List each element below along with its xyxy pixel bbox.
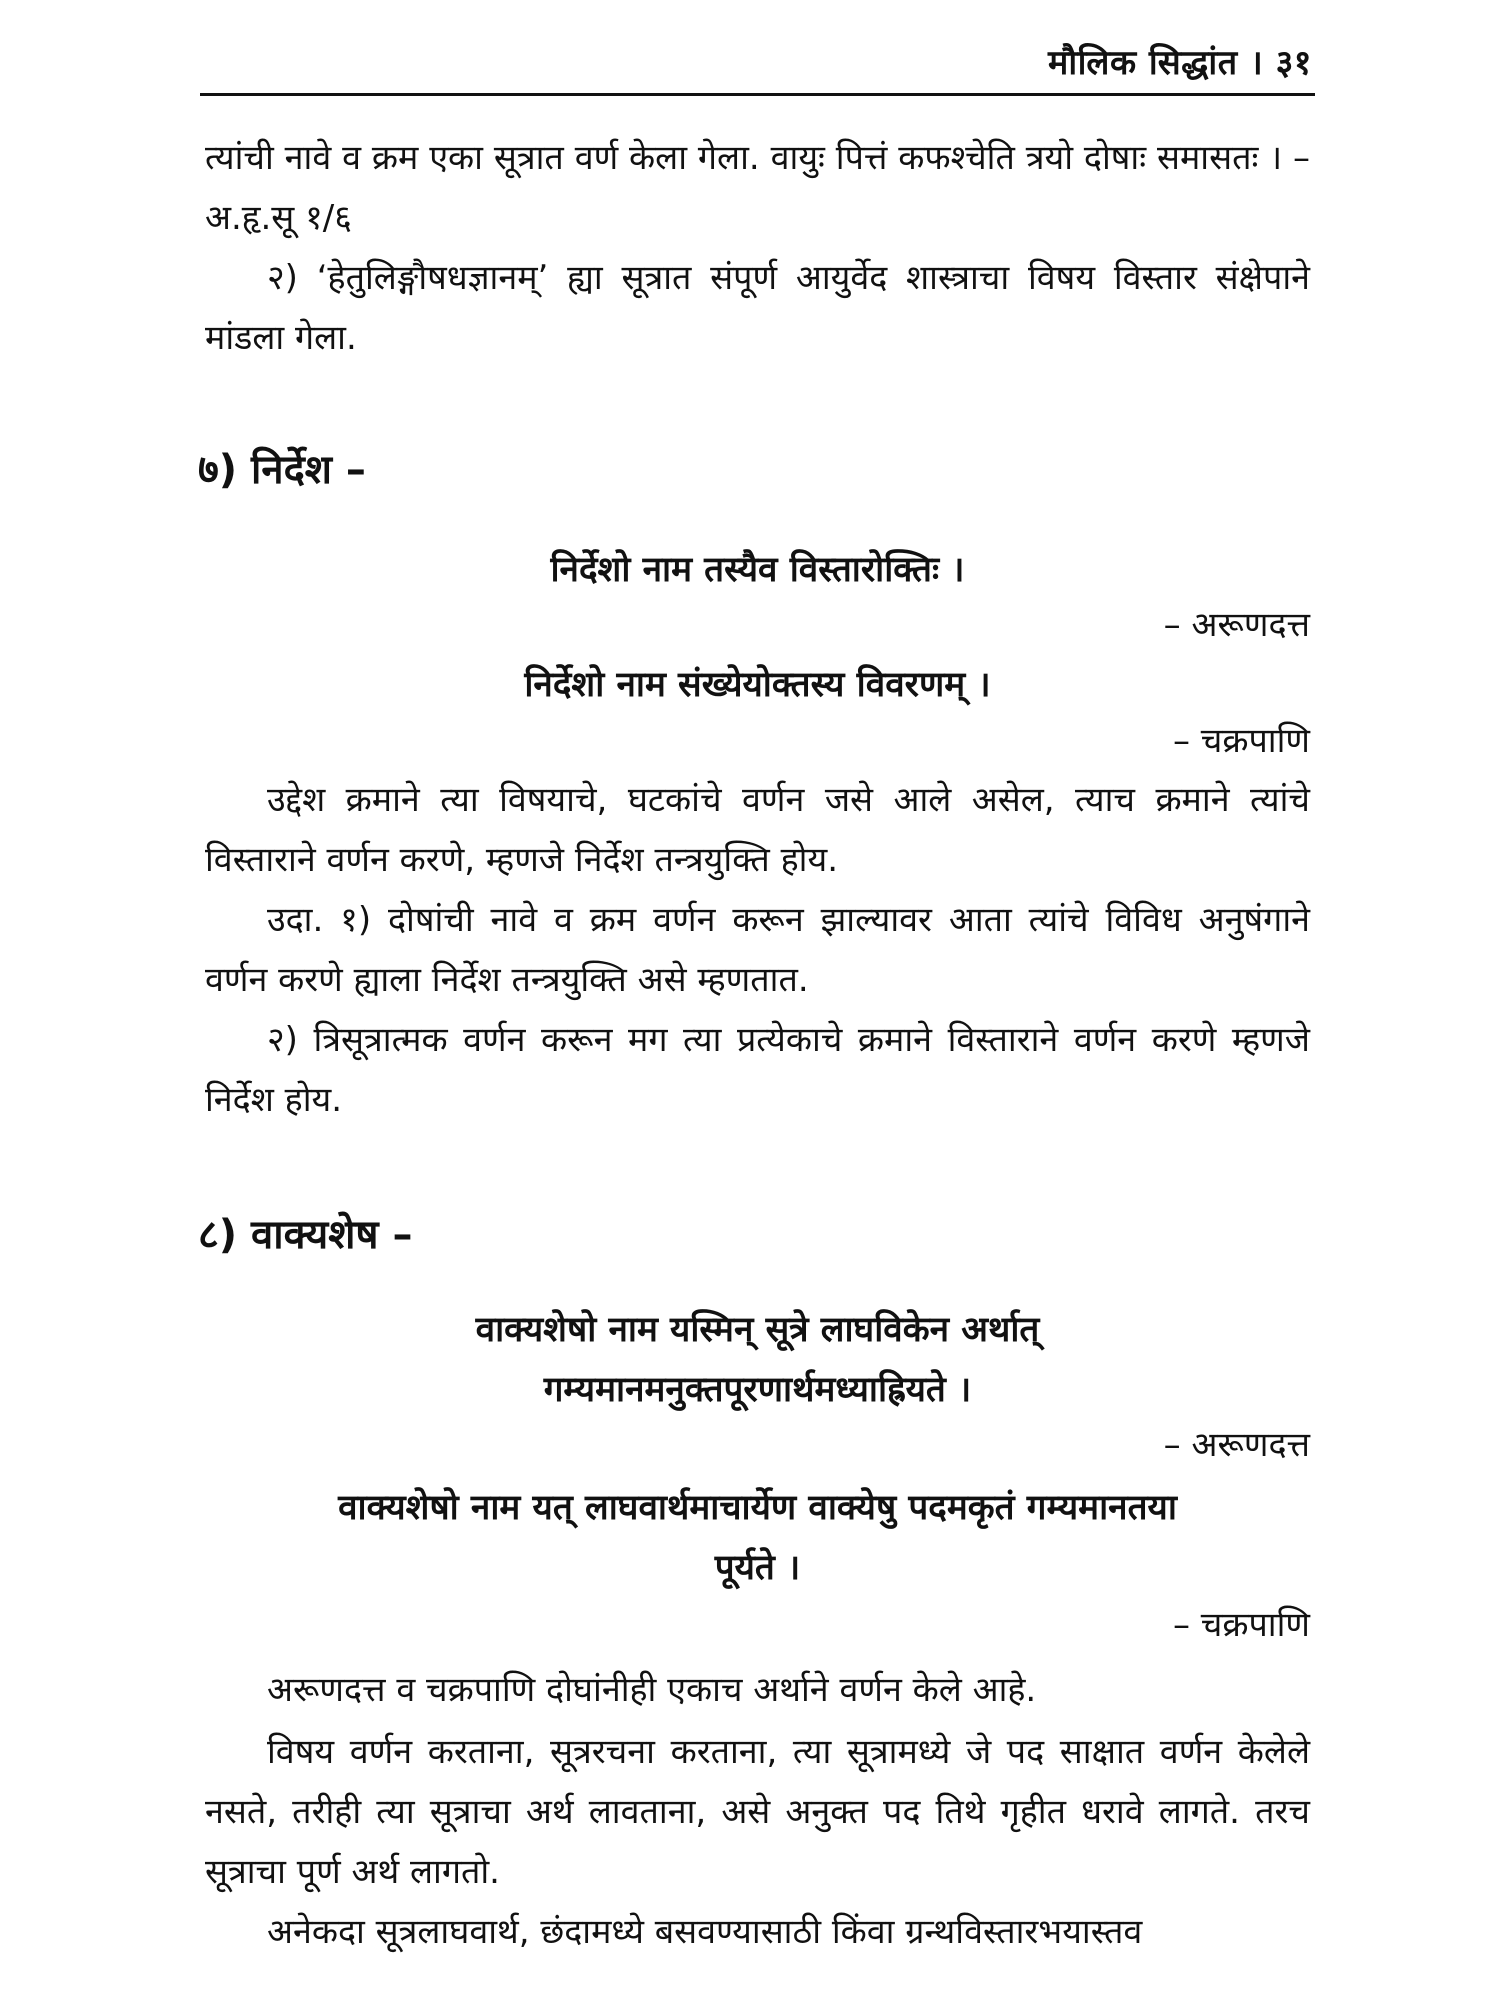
attribution-chakrapani: – चक्रपाणि	[1172, 721, 1310, 761]
paragraph-example-2: २) ‘हेतुलिङ्गौषधज्ञानम्’ ह्या सूत्रात संपूर्ण आयुर्वेद शास्त्राचा विषय विस्तार संक्षेपाने मांडला गेला.	[205, 258, 1310, 358]
section-heading-nirdesh: ७) निर्देश –	[198, 447, 366, 493]
header-rule	[200, 93, 1315, 96]
verse-nirdesh-arunadatta: निर्देशो नाम तस्यैव विस्तारोक्तिः ।	[550, 550, 965, 590]
paragraph-vakyashesh-explanation: विषय वर्णन करताना, सूत्ररचना करताना, त्या सूत्रामध्ये जे पद साक्षात वर्णन केलेले नसते, तरीही त्या सूत्राचा अर्थ लावताना, असे अनुक्त पद तिथे गृहीत धरावे लागते. तरच सूत्राचा पूर्ण अर्थ लागतो.	[205, 1732, 1310, 1892]
verse-vakyashesh-arunadatta-line1: वाक्यशेषो नाम यस्मिन् सूत्रे लाघविकेन अर्थात्	[475, 1310, 1040, 1350]
verse-nirdesh-chakrapani: निर्देशो नाम संख्येयोक्तस्य विवरणम् ।	[524, 665, 991, 705]
paragraph-continuation: त्यांची नावे व क्रम एका सूत्रात वर्ण केला गेला. वायुः पित्तं कफश्चेति त्रयो दोषाः समासतः । – अ.हृ.सू १/६	[205, 138, 1310, 238]
verse-vakyashesh-arunadatta-line2: गम्यमानमनुक्तपूरणार्थमध्याह्रियते ।	[543, 1370, 972, 1410]
paragraph-nirdesh-definition: उद्देश क्रमाने त्या विषयाचे, घटकांचे वर्णन जसे आले असेल, त्याच क्रमाने त्यांचे विस्ताराने वर्णन करणे, म्हणजे निर्देश तन्त्रयुक्ति होय.	[205, 780, 1310, 880]
paragraph-vakyashesh-note: अरूणदत्त व चक्रपाणि दोघांनीही एकाच अर्थाने वर्णन केले आहे.	[267, 1670, 1037, 1710]
paragraph-nirdesh-example-1: उदा. १) दोषांची नावे व क्रम वर्णन करून झाल्यावर आता त्यांचे विविध अनुषंगाने वर्णन करणे ह्याला निर्देश तन्त्रयुक्ति असे म्हणतात.	[205, 900, 1310, 1000]
running-header: मौलिक सिद्धांत । ३१	[1047, 43, 1312, 83]
attribution-chakrapani-2: – चक्रपाणि	[1172, 1605, 1310, 1645]
paragraph-nirdesh-example-2: २) त्रिसूत्रात्मक वर्णन करून मग त्या प्रत्येकाचे क्रमाने विस्ताराने वर्णन करणे म्हणजे निर्देश होय.	[205, 1020, 1310, 1120]
section-heading-vakyashesh: ८) वाक्यशेष –	[198, 1212, 413, 1258]
attribution-arunadatta: – अरूणदत्त	[1163, 605, 1310, 645]
verse-vakyashesh-chakrapani-line1: वाक्यशेषो नाम यत् लाघवार्थमाचार्येण वाक्येषु पदमकृतं गम्यमानतया	[338, 1488, 1177, 1528]
attribution-arunadatta-2: – अरूणदत्त	[1163, 1425, 1310, 1465]
paragraph-vakyashesh-continued: अनेकदा सूत्रलाघवार्थ, छंदामध्ये बसवण्यासाठी किंवा ग्रन्थविस्तारभयास्तव	[267, 1912, 1143, 1952]
verse-vakyashesh-chakrapani-line2: पूर्यते ।	[714, 1548, 801, 1588]
